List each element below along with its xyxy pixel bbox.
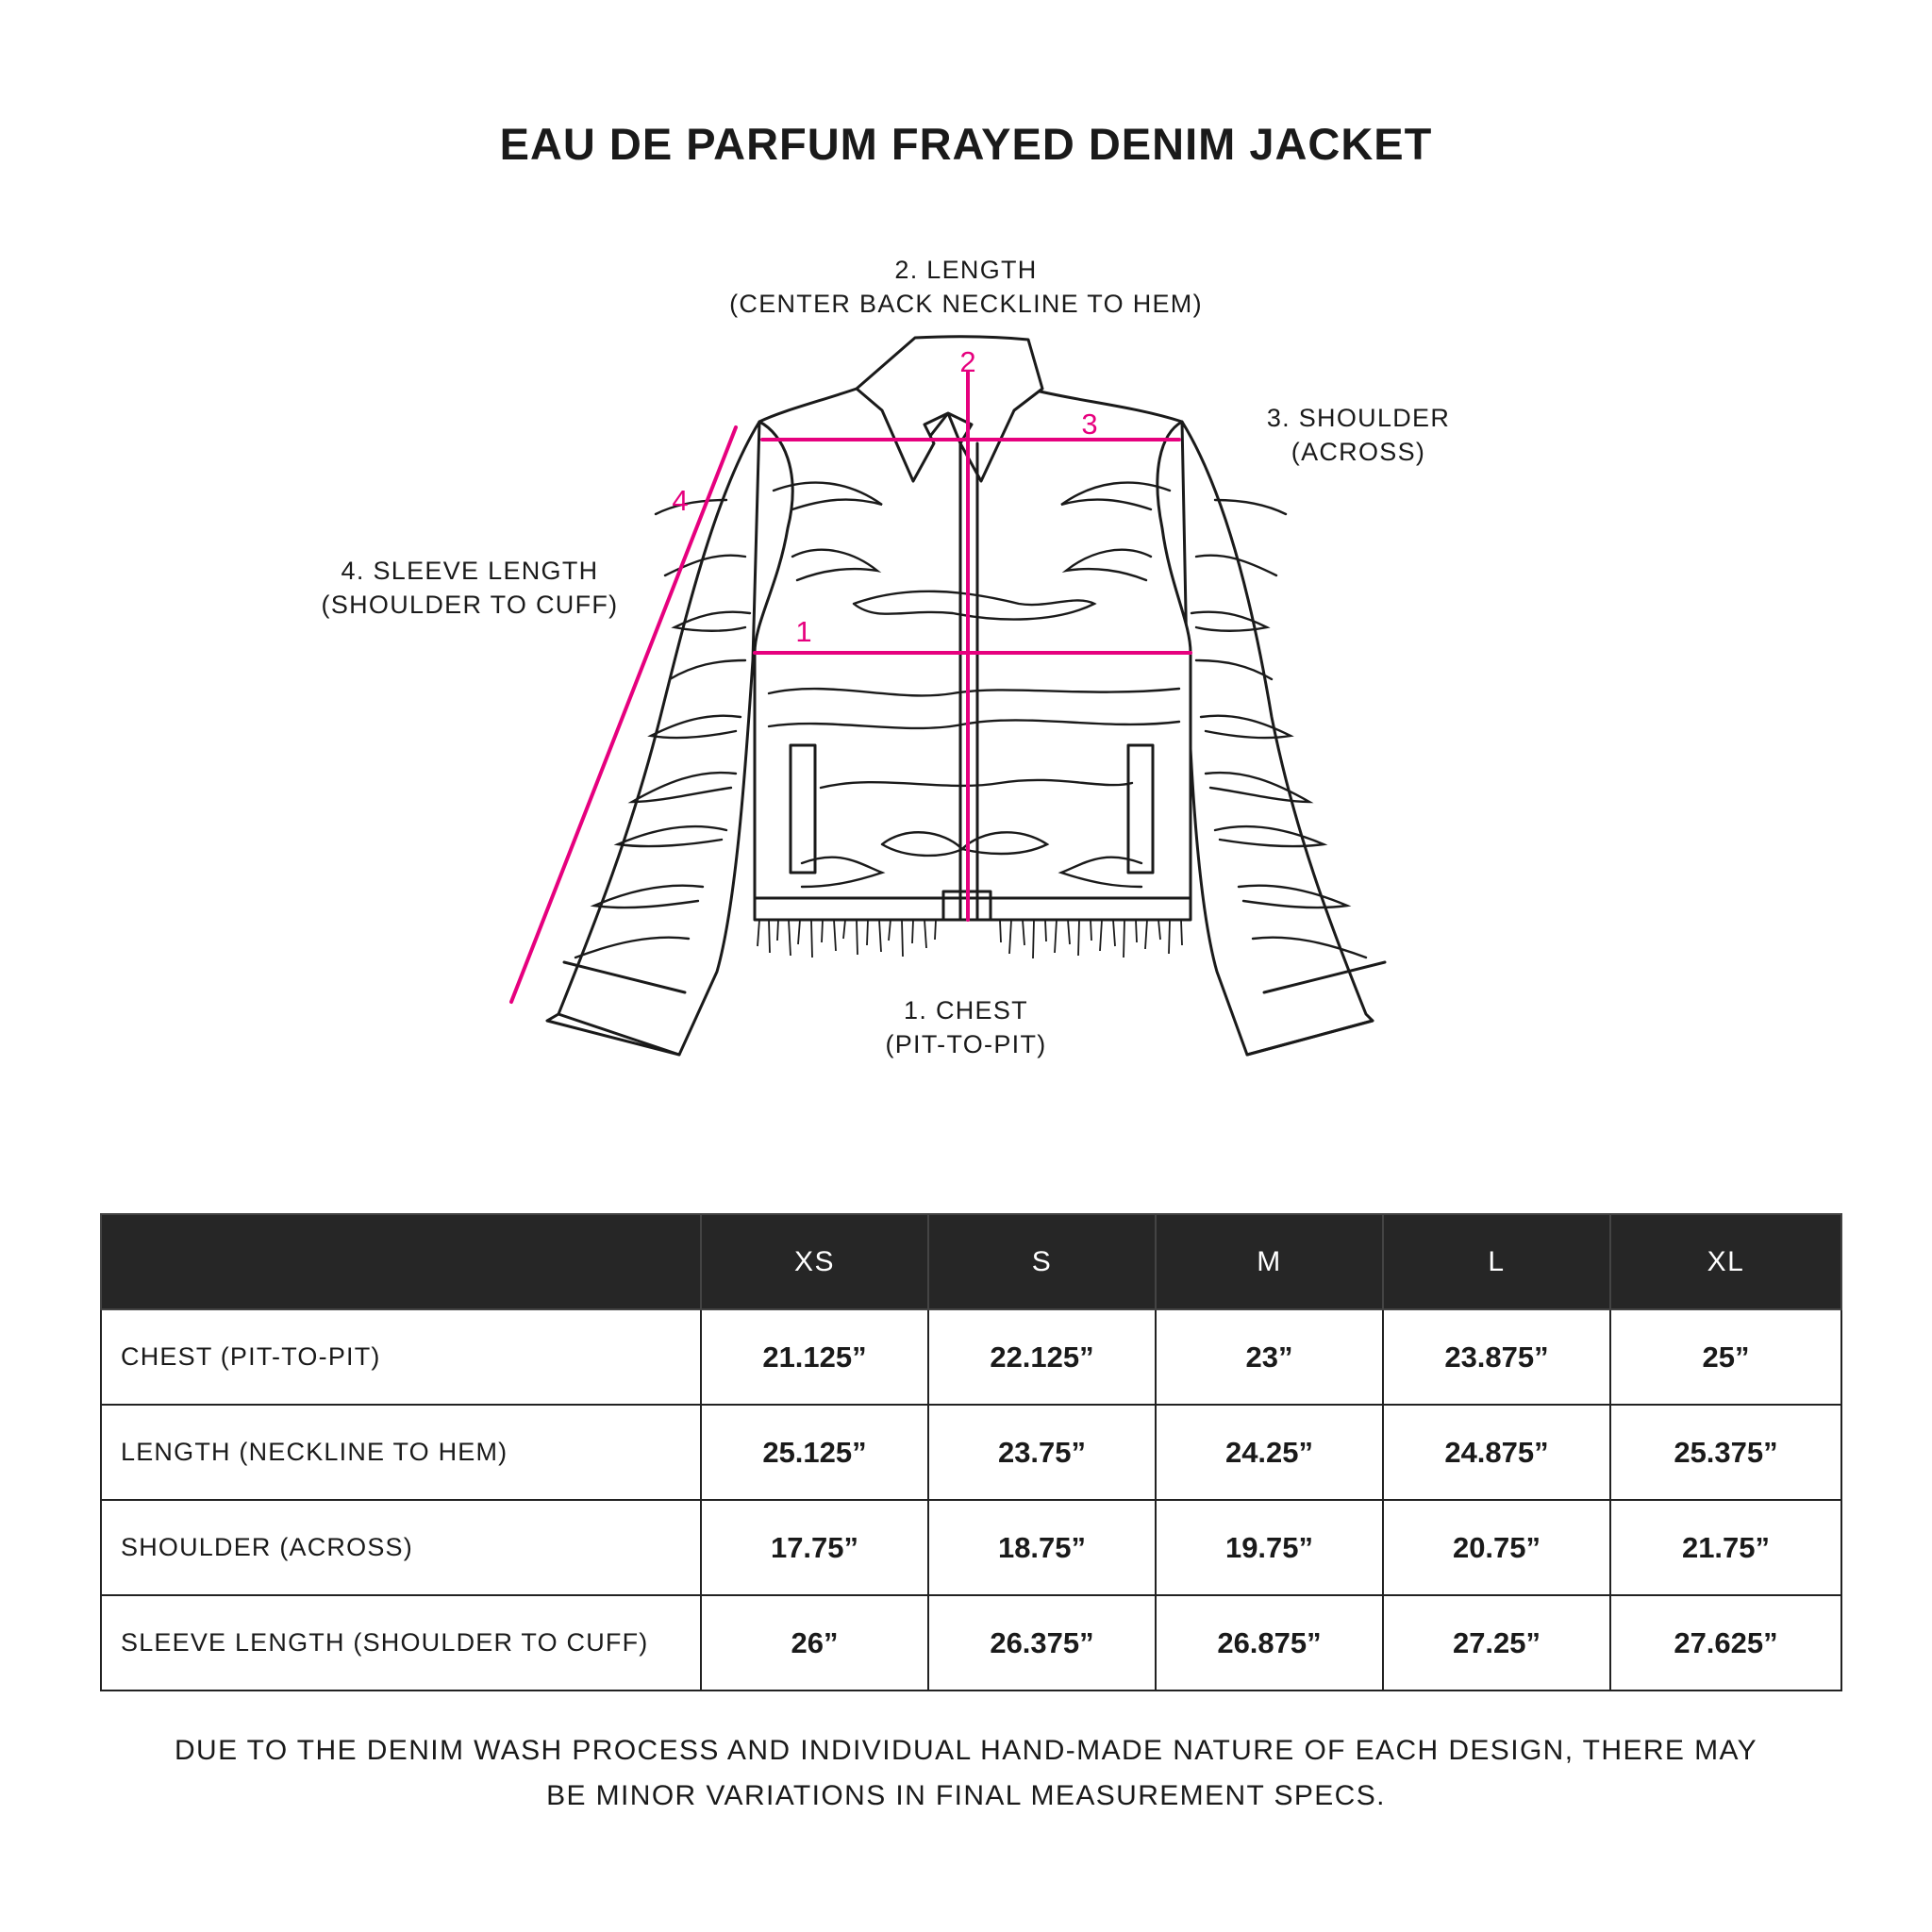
table-cell: 26” [701,1595,928,1690]
header-size-xs: XS [701,1214,928,1309]
table-row [101,1405,1841,1500]
length-label-desc: (CENTER BACK NECKLINE TO HEM) [729,290,1203,318]
measurement-disclaimer [94,1728,1838,1819]
table-cell: 23.875” [1383,1309,1610,1405]
row-label-chest: CHEST (PIT-TO-PIT) [101,1309,701,1405]
table-cell: 22.125” [928,1309,1156,1405]
shoulder-label-desc: (ACROSS) [1291,438,1426,466]
sleeve-label-desc: (SHOULDER TO CUFF) [321,591,619,619]
header-size-l: L [1383,1214,1610,1309]
sleeve-marker: 4 [672,484,689,517]
table-cell: 20.75” [1383,1500,1610,1595]
table-row [101,1500,1841,1595]
table-cell: 25.375” [1610,1405,1841,1500]
table-cell: 21.75” [1610,1500,1841,1595]
table-cell: 18.75” [928,1500,1156,1595]
table-cell: 23.75” [928,1405,1156,1500]
shoulder-marker: 3 [1081,408,1098,441]
sleeve-label-title: 4. SLEEVE LENGTH [341,557,599,585]
left-sleeve [547,422,759,1055]
table-cell: 27.625” [1610,1595,1841,1690]
table-cell: 25” [1610,1309,1841,1405]
page-title: EAU DE PARFUM FRAYED DENIM JACKET [499,119,1433,169]
table-cell: 17.75” [701,1500,928,1595]
row-label-shoulder: SHOULDER (ACROSS) [101,1500,701,1595]
length-marker: 2 [959,345,976,378]
table-row [101,1595,1841,1690]
table-cell: 24.875” [1383,1405,1610,1500]
chest-marker: 1 [795,615,812,648]
table-cell: 26.875” [1156,1595,1383,1690]
table-header-row [101,1214,1841,1309]
size-chart-table [100,1213,1842,1691]
chest-label-title: 1. CHEST [904,996,1028,1024]
table-cell: 23” [1156,1309,1383,1405]
header-size-xl: XL [1610,1214,1841,1309]
table-cell: 19.75” [1156,1500,1383,1595]
table-cell: 21.125” [701,1309,928,1405]
header-size-s: S [928,1214,1156,1309]
table-cell: 24.25” [1156,1405,1383,1500]
table-cell: 26.375” [928,1595,1156,1690]
table-cell: 25.125” [701,1405,928,1500]
row-label-sleeve: SLEEVE LENGTH (SHOULDER TO CUFF) [101,1595,701,1690]
disclaimer-line-2: BE MINOR VARIATIONS IN FINAL MEASUREMENT SPECS. [546,1780,1386,1811]
disclaimer-line-1: DUE TO THE DENIM WASH PROCESS AND INDIVIDUAL HAND-MADE NATURE OF EACH DESIGN, THERE MAY [174,1735,1758,1766]
row-label-length: LENGTH (NECKLINE TO HEM) [101,1405,701,1500]
table-row [101,1309,1841,1405]
table-cell: 27.25” [1383,1595,1610,1690]
shoulder-label-title: 3. SHOULDER [1266,404,1451,432]
header-size-m: M [1156,1214,1383,1309]
length-label-title: 2. LENGTH [894,256,1038,284]
chest-label-desc: (PIT-TO-PIT) [885,1030,1047,1058]
header-corner [101,1214,701,1309]
